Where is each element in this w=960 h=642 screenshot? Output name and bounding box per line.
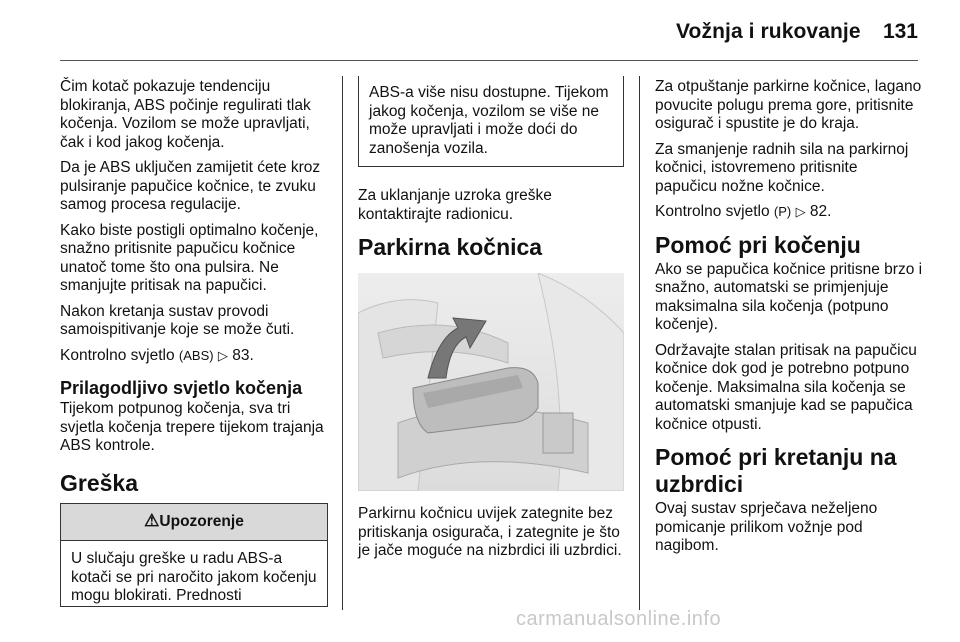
paragraph: Kontrolno svjetlo (ABS) ▷ 83.	[60, 346, 254, 364]
paragraph: Ako se papučica kočnice pritisne brzo i snažno, automatski se primjenjuje maksimalna sila kočenja (potpuno kočenje).	[655, 260, 923, 333]
page-ref[interactable]: 83.	[232, 346, 254, 364]
column-right	[655, 78, 923, 563]
paragraph: Čim kotač pokazuje tendenciju blokiranja, ABS počinje regulirati tlak kočenja. Vozilom se može upravljati, čak i kod jakog kočenja.	[60, 78, 311, 151]
column-divider	[639, 76, 640, 610]
page-number: 131	[882, 20, 918, 43]
paragraph: Da je ABS uključen zamijetit ćete kroz pulsiranje papučice kočnice, te zvuku samog procesa regulacije.	[60, 159, 321, 213]
parking-brake-illustration	[358, 273, 624, 491]
column-left	[60, 78, 330, 607]
column-middle	[358, 76, 624, 568]
warning-box-continued: ABS-a više nisu dostupne. Tijekom jakog kočenja, vozilom se više ne može upravljati i može doći do zanošenja vozila.	[358, 76, 624, 167]
heading-brake-assist: Pomoć pri kočenju	[655, 231, 861, 258]
warning-header	[61, 504, 327, 542]
paragraph: Održavajte stalan pritisak na papučicu kočnice dok god je potrebno potpuno kočenje. Maksimalna sila kočenja se automatski smanjuje kad se papučica kočnice otpusti.	[655, 341, 917, 433]
paragraph: Za otpuštanje parkirne kočnice, lagano povucite polugu prema gore, pritisnite osigurač i spustite je do kraja.	[655, 78, 922, 132]
warning-title: Upozorenje	[159, 512, 244, 530]
header-divider	[60, 60, 918, 61]
parking-brake-lamp-icon: (P)	[773, 204, 792, 219]
abs-lamp-icon: (ABS)	[178, 347, 214, 363]
column-divider	[342, 76, 343, 610]
paragraph: Kako biste postigli optimalno kočenje, snažno pritisnite papučicu kočnice unatoč tome što ona pulsira. Ne smanjujte pritisak na papučici.	[60, 221, 319, 294]
warning-text: U slučaju greške u radu ABS-a kotači se pri naročito jakom kočenju mogu blokirati. Prednosti	[71, 550, 317, 604]
paragraph: Tijekom potpunog kočenja, sva tri svjetla kočenja trepere tijekom trajanja ABS kontrole.	[60, 400, 324, 454]
paragraph: Nakon kretanja sustav provodi samoispitivanje koje se može čuti.	[60, 302, 295, 338]
warning-triangle-icon: ⚠	[144, 510, 160, 530]
heading-hill-start-assist: Pomoć pri kretanju na uzbrdici	[655, 444, 897, 497]
paragraph: Ovaj sustav sprječava neželjeno pomicanje prilikom vožnje pod nagibom.	[655, 500, 878, 554]
page-ref-arrow-icon: ▷	[795, 204, 806, 219]
section-title: Vožnja i rukovanje	[676, 20, 861, 43]
paragraph: Parkirnu kočnicu uvijek zategnite bez pritiskanja osigurača, i zategnite je što je jače moguće na nizbrdici ili uzbrdici.	[358, 505, 622, 559]
page-ref[interactable]: 82.	[809, 203, 832, 220]
paragraph: Za smanjenje radnih sila na parkirnoj kočnici, istovremeno pritisnite papučicu nožne kočnice.	[655, 140, 909, 195]
page-ref-arrow-icon: ▷	[217, 347, 228, 363]
warning-box	[60, 503, 328, 607]
heading-parking-brake: Parkirna kočnica	[358, 234, 543, 260]
watermark: carmanualsonline.info	[516, 608, 722, 630]
heading-fault: Greška	[60, 469, 139, 496]
subheading-adaptive-brake-light: Prilagodljivo svjetlo kočenja	[60, 378, 303, 398]
paragraph: Kontrolno svjetlo (P) ▷ 82.	[655, 203, 832, 220]
paragraph: Za uklanjanje uzroka greške kontaktirajte radionicu.	[358, 187, 552, 223]
